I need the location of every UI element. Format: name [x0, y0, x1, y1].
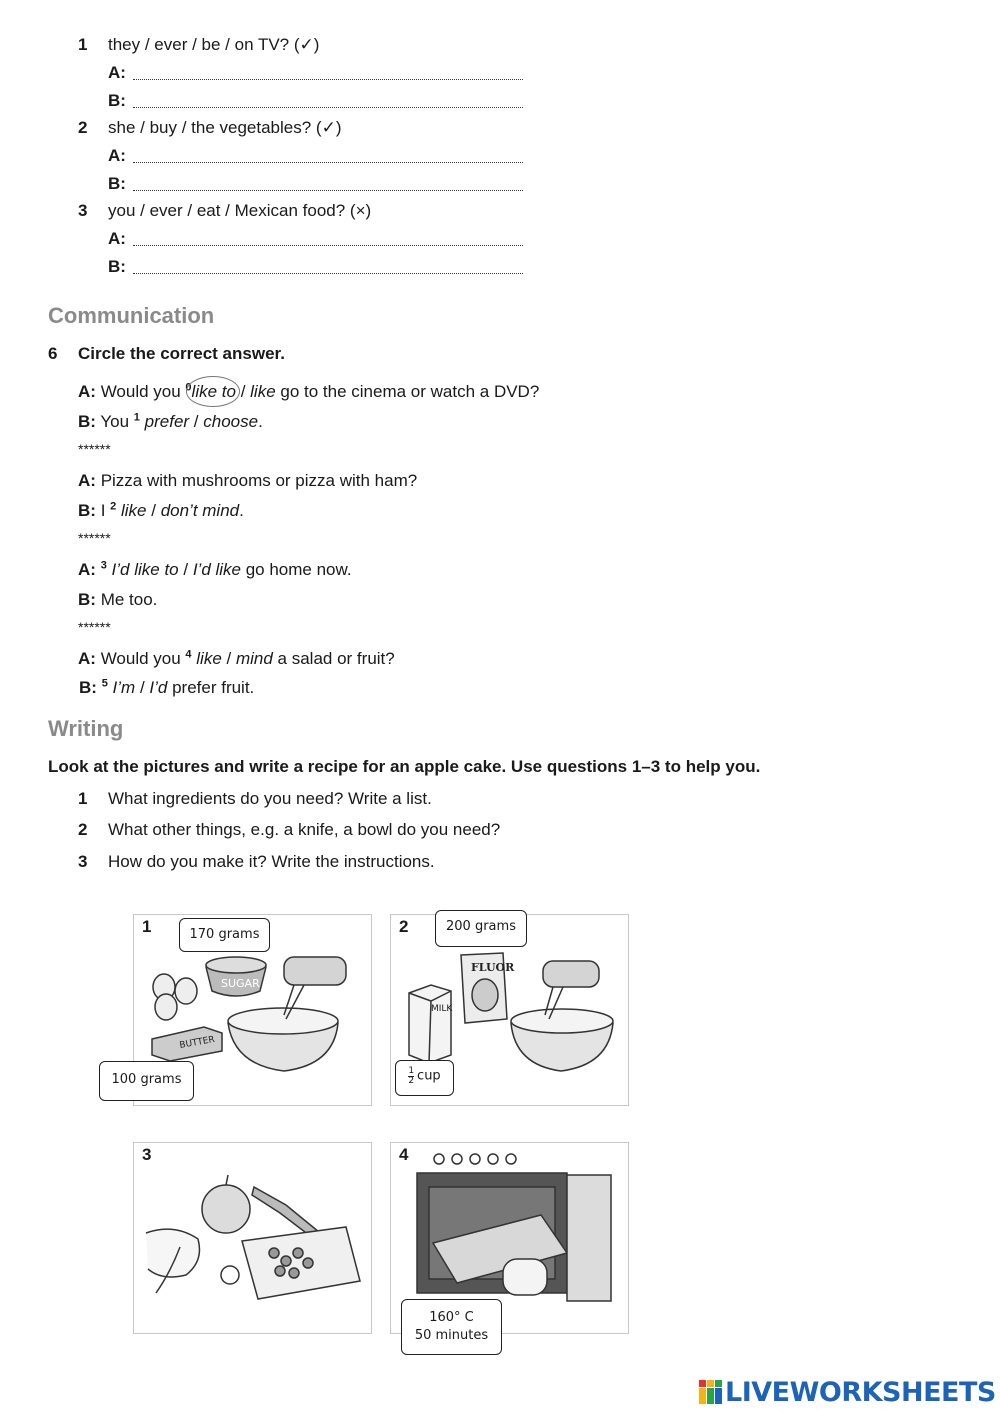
speaker-label: A:	[78, 471, 96, 490]
item-prompt: you / ever / eat / Mexican food? (×)	[108, 201, 372, 220]
speaker-label: A:	[78, 382, 96, 401]
slash: /	[178, 560, 193, 579]
temperature-text: 160° C	[429, 1310, 474, 1325]
item-prompt: they / ever / be / on TV? (✓)	[108, 35, 320, 54]
milk-label: MILK	[431, 1004, 453, 1014]
speaker-label: B:	[78, 590, 96, 609]
gap-number: 0	[185, 381, 192, 394]
text: prefer fruit.	[167, 678, 255, 697]
logo-text: LIVEWORKSHEETS	[725, 1376, 996, 1408]
dialogue-line-8	[79, 678, 254, 698]
text: go home now.	[241, 560, 352, 579]
logo-mark-icon	[698, 1378, 724, 1406]
answer-label-a: A:	[108, 63, 126, 82]
option[interactable]: don’t mind	[160, 501, 240, 520]
quantity-tag: 170 grams	[179, 918, 270, 952]
egg-shape	[175, 978, 197, 1004]
answer-label-b: B:	[108, 91, 126, 110]
slash: /	[135, 678, 150, 697]
dialogue-line-6	[78, 590, 157, 610]
option[interactable]: like	[196, 649, 222, 668]
task-instruction: Circle the correct answer.	[78, 344, 285, 363]
cutting-board-shape	[242, 1227, 360, 1299]
gap-number: 1	[133, 411, 140, 424]
mixer-body	[284, 957, 346, 985]
answer-line-b[interactable]	[133, 190, 523, 191]
baking-tag	[401, 1299, 502, 1355]
text: .	[258, 412, 263, 431]
text: Would you	[100, 649, 186, 668]
speaker-label: A:	[78, 560, 96, 579]
separator: ******	[78, 441, 111, 457]
slash: /	[235, 382, 251, 401]
panel-number: 1	[142, 917, 152, 936]
dialogue-line-4	[78, 501, 244, 521]
answer-line-a[interactable]	[133, 79, 523, 80]
gap-number: 3	[100, 559, 107, 572]
picture-panel-3	[133, 1142, 372, 1334]
hand-shape	[146, 1229, 200, 1277]
quantity-tag-cup	[395, 1060, 454, 1096]
separator: ******	[78, 530, 111, 546]
speaker-label: B:	[79, 678, 97, 697]
butter-label: BUTTER	[178, 1034, 216, 1051]
option-circled[interactable]: like to	[191, 382, 236, 401]
answer-line-a[interactable]	[133, 245, 523, 246]
flour-label: FLUOR	[471, 961, 515, 974]
quantity-tag: 100 grams	[99, 1061, 194, 1101]
gap-number: 5	[101, 677, 108, 690]
option[interactable]: I’d like to	[111, 560, 179, 579]
text: Me too.	[100, 590, 158, 609]
answer-line-b[interactable]	[133, 273, 523, 274]
fraction-numerator: 1	[408, 1066, 415, 1076]
question-text: What other things, e.g. a knife, a bowl do you need?	[108, 820, 501, 839]
question-text: How do you make it? Write the instructions.	[108, 852, 435, 871]
question-number: 1	[78, 789, 88, 808]
sugar-label: SUGAR	[221, 977, 260, 990]
writing-instruction: Look at the pictures and write a recipe for an apple cake. Use questions 1–3 to help you.	[48, 757, 761, 776]
dialogue-line-2	[78, 412, 263, 432]
fraction-denominator: 2	[408, 1076, 415, 1086]
text: I	[100, 501, 111, 520]
separator: ******	[78, 619, 111, 635]
item-number: 2	[78, 118, 88, 137]
item-prompt: she / buy / the vegetables? (✓)	[108, 118, 342, 137]
option[interactable]: I’d like	[192, 560, 241, 579]
oven-mitt-shape	[503, 1259, 547, 1295]
time-text: 50 minutes	[414, 1327, 489, 1343]
unit-label: cup	[417, 1068, 441, 1084]
option[interactable]: like	[121, 501, 147, 520]
slash: /	[221, 649, 236, 668]
question-number: 2	[78, 820, 88, 839]
apple-shape	[202, 1185, 250, 1233]
answer-line-a[interactable]	[133, 162, 523, 163]
dialogue-line-5	[78, 560, 352, 580]
fraction	[408, 1067, 414, 1086]
text: a salad or fruit?	[272, 649, 395, 668]
speaker-label: B:	[78, 412, 96, 431]
answer-label-b: B:	[108, 174, 126, 193]
question-text: What ingredients do you need? Write a list.	[108, 789, 432, 808]
liveworksheets-logo[interactable]	[698, 1376, 996, 1408]
answer-label-b: B:	[108, 257, 126, 276]
gap-number: 4	[185, 648, 192, 661]
apple-cutting-illustration	[134, 1143, 372, 1334]
text: .	[239, 501, 244, 520]
option[interactable]: mind	[235, 649, 273, 668]
dialogue-line-7	[78, 649, 395, 669]
speaker-label: B:	[78, 501, 96, 520]
item-number: 1	[78, 35, 88, 54]
option[interactable]: prefer	[144, 412, 190, 431]
question-number: 3	[78, 852, 88, 871]
panel-number: 2	[399, 917, 409, 936]
communication-heading: Communication	[48, 303, 215, 328]
answer-line-b[interactable]	[133, 107, 523, 108]
text: Would you	[100, 382, 186, 401]
gap-number: 2	[110, 500, 117, 513]
panel-number: 4	[399, 1145, 409, 1164]
dialogue-line-1	[78, 382, 539, 402]
dialogue-line-3	[78, 471, 417, 491]
slash: /	[189, 412, 204, 431]
quantity-tag: 200 grams	[435, 910, 527, 947]
text: go to the cinema or watch a DVD?	[275, 382, 540, 401]
answer-label-a: A:	[108, 146, 126, 165]
speaker-label: A:	[78, 649, 96, 668]
option[interactable]: I’d	[149, 678, 168, 697]
egg-shape	[155, 994, 177, 1020]
option[interactable]: I’m	[112, 678, 136, 697]
answer-label-a: A:	[108, 229, 126, 248]
item-number: 3	[78, 201, 88, 220]
slash: /	[146, 501, 161, 520]
panel-number: 3	[142, 1145, 152, 1164]
text: You	[100, 412, 134, 431]
writing-heading: Writing	[48, 716, 124, 741]
mixer-body	[543, 961, 599, 987]
option[interactable]: like	[250, 382, 276, 401]
task-number: 6	[48, 344, 58, 363]
text: Pizza with mushrooms or pizza with ham?	[100, 471, 418, 490]
option[interactable]: choose	[203, 412, 259, 431]
